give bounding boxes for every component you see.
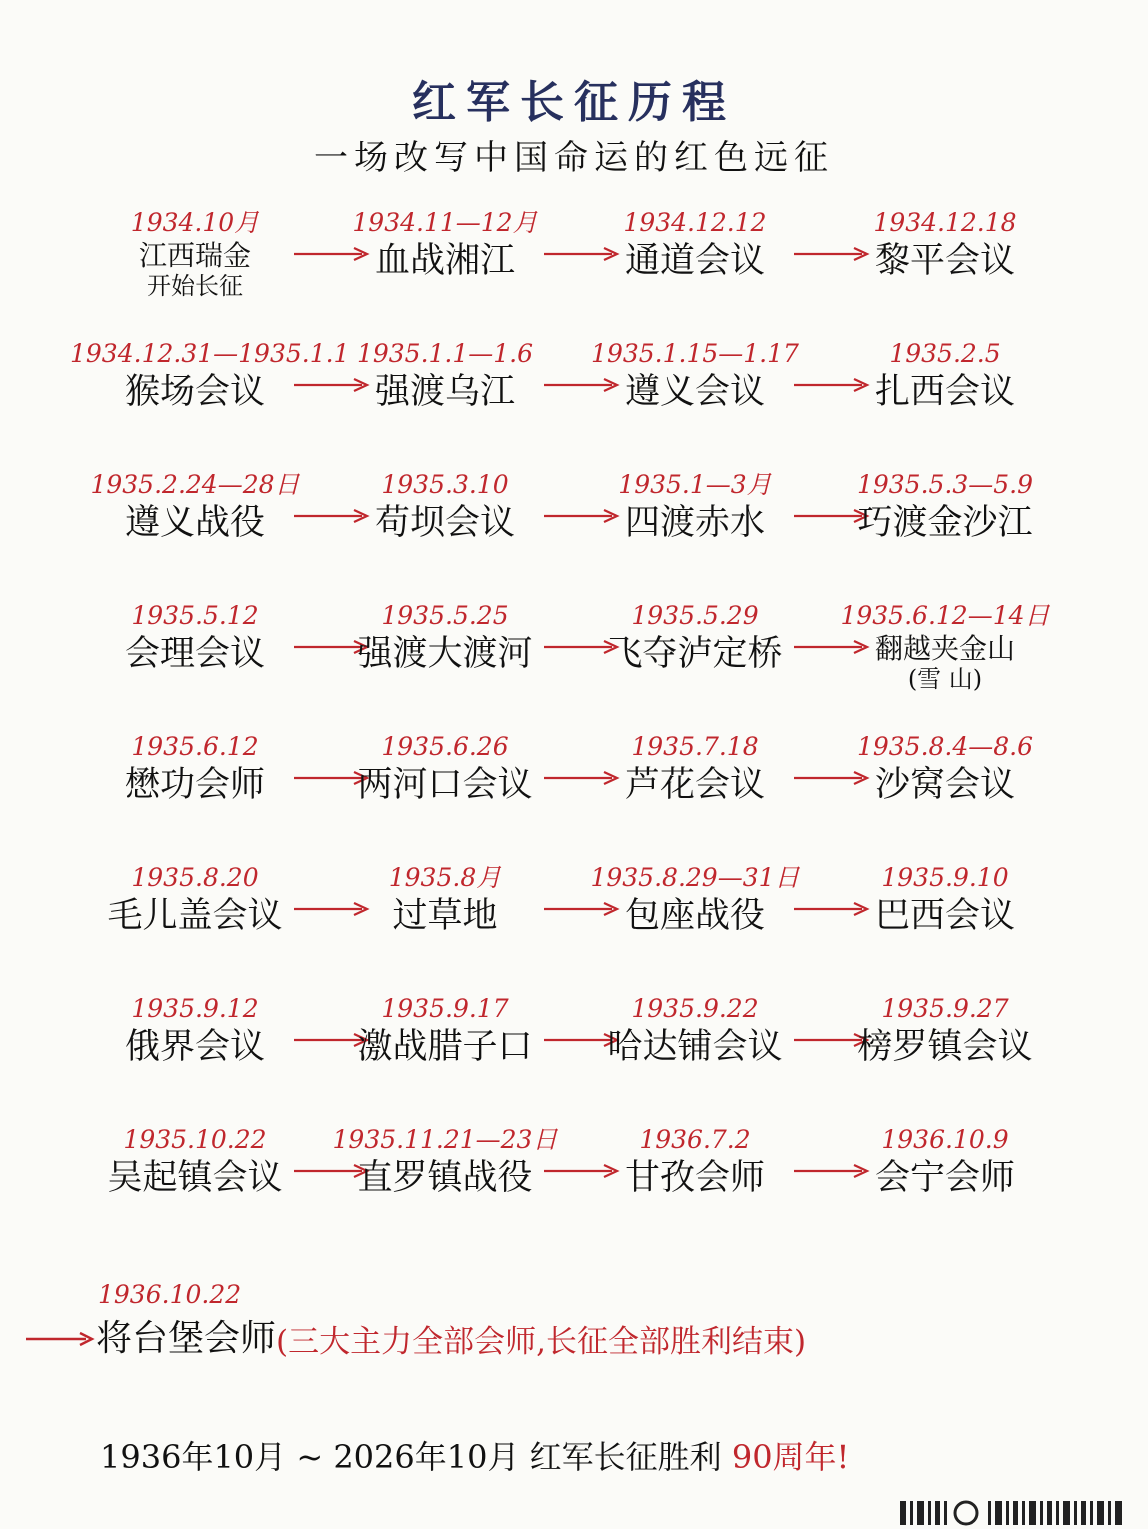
event-date: 1935.5.29 bbox=[631, 601, 759, 630]
event-item bbox=[70, 1123, 320, 1254]
event-item bbox=[570, 992, 820, 1123]
event-date: 1935.11.21—23日 bbox=[332, 1125, 558, 1154]
event-name: 黎平会议 bbox=[874, 241, 1015, 281]
event-item bbox=[820, 730, 1070, 861]
event-date: 1934.11—12月 bbox=[352, 208, 538, 237]
event-date: 1934.10月 bbox=[130, 208, 260, 237]
event-name: 巧渡金沙江 bbox=[857, 503, 1033, 543]
event-name: 榜罗镇会议 bbox=[857, 1027, 1033, 1067]
event-date: 1936.7.2 bbox=[639, 1125, 751, 1154]
event-name: 过草地 bbox=[392, 896, 498, 936]
event-item bbox=[70, 599, 320, 730]
event-item bbox=[820, 337, 1070, 468]
event-item bbox=[70, 468, 320, 599]
event-item bbox=[70, 337, 350, 468]
event-item bbox=[320, 1123, 570, 1254]
event-grid bbox=[70, 206, 1070, 1254]
event-name: 苟坝会议 bbox=[374, 503, 515, 543]
event-name: 激战腊子口 bbox=[357, 1027, 533, 1067]
event-item bbox=[820, 992, 1070, 1123]
event-date: 1935.10.22 bbox=[123, 1125, 267, 1154]
event-name: 包座战役 bbox=[624, 896, 765, 936]
event-item bbox=[70, 730, 320, 861]
page-subtitle: 一场改写中国命运的红色远征 bbox=[314, 138, 834, 178]
final-event-date: 1936.10.22 bbox=[98, 1280, 242, 1309]
event-item bbox=[570, 468, 820, 599]
event-item bbox=[570, 730, 820, 861]
event-name: 直罗镇战役 bbox=[357, 1158, 533, 1198]
anniversary-footer bbox=[100, 1432, 1000, 1478]
event-name: 吴起镇会议 bbox=[107, 1158, 283, 1198]
event-name: 江西瑞金 bbox=[138, 239, 251, 272]
event-name: 猴场会议 bbox=[124, 372, 265, 412]
event-item bbox=[320, 599, 570, 730]
event-name: 翻越夹金山 bbox=[874, 632, 1015, 665]
event-date: 1935.8.20 bbox=[131, 863, 259, 892]
event-name: 强渡大渡河 bbox=[357, 634, 533, 674]
event-name: 甘孜会师 bbox=[624, 1158, 765, 1198]
event-item bbox=[570, 337, 820, 468]
event-name: 毛儿盖会议 bbox=[107, 896, 283, 936]
event-name: 芦花会议 bbox=[624, 765, 765, 805]
event-date: 1934.12.31—1935.1.1 bbox=[70, 339, 350, 368]
event-item bbox=[320, 861, 570, 992]
event-name: 两河口会议 bbox=[357, 765, 533, 805]
event-item bbox=[320, 730, 570, 861]
event-date: 1935.3.10 bbox=[381, 470, 509, 499]
event-sub: 开始长征 bbox=[147, 272, 243, 300]
event-name: 通道会议 bbox=[624, 241, 765, 281]
event-date: 1935.1.15—1.17 bbox=[591, 339, 799, 368]
event-date: 1936.10.9 bbox=[881, 1125, 1009, 1154]
event-date: 1935.1—3月 bbox=[618, 470, 772, 499]
event-item bbox=[320, 206, 570, 337]
event-name: 会理会议 bbox=[124, 634, 265, 674]
event-name: 俄界会议 bbox=[124, 1027, 265, 1067]
event-date: 1935.6.12—14日 bbox=[840, 601, 1050, 630]
event-name: 强渡乌江 bbox=[374, 372, 515, 412]
event-name: 沙窝会议 bbox=[874, 765, 1015, 805]
event-date: 1934.12.12 bbox=[623, 208, 767, 237]
event-date: 1935.6.26 bbox=[381, 732, 509, 761]
event-date: 1935.5.12 bbox=[131, 601, 259, 630]
event-date: 1935.8.4—8.6 bbox=[856, 732, 1034, 761]
final-event bbox=[24, 1278, 1124, 1361]
event-name: 四渡赤水 bbox=[624, 503, 765, 543]
event-date: 1935.9.10 bbox=[881, 863, 1009, 892]
event-date: 1935.9.27 bbox=[881, 994, 1009, 1023]
page-title: 红军长征历程 bbox=[412, 77, 736, 128]
event-date: 1934.12.18 bbox=[873, 208, 1017, 237]
event-item bbox=[320, 992, 570, 1123]
event-date: 1935.6.12 bbox=[131, 732, 259, 761]
platform-watermark-icon bbox=[896, 1497, 1134, 1529]
event-item bbox=[70, 206, 320, 337]
event-name: 扎西会议 bbox=[874, 372, 1015, 412]
footer-text: 1936年10月 ~ 2026年10月 红军长征胜利 bbox=[100, 1438, 732, 1476]
event-name: 飞夺泸定桥 bbox=[607, 634, 783, 674]
event-item bbox=[820, 1123, 1070, 1254]
event-name: 遵义会议 bbox=[624, 372, 765, 412]
event-item bbox=[570, 206, 820, 337]
event-date: 1935.2.24—28日 bbox=[90, 470, 300, 499]
event-date: 1935.2.5 bbox=[889, 339, 1001, 368]
event-date: 1935.8月 bbox=[388, 863, 502, 892]
event-name: 哈达铺会议 bbox=[607, 1027, 783, 1067]
event-date: 1935.8.29—31日 bbox=[590, 863, 800, 892]
event-name: 巴西会议 bbox=[874, 896, 1015, 936]
event-item bbox=[320, 337, 570, 468]
event-date: 1935.5.25 bbox=[381, 601, 509, 630]
arrow-right-icon bbox=[24, 1330, 96, 1348]
event-item bbox=[70, 861, 320, 992]
footer-highlight: 90周年! bbox=[731, 1438, 850, 1476]
event-item bbox=[570, 599, 820, 730]
final-event-note: (三大主力全部会师,长征全部胜利结束) bbox=[276, 1324, 807, 1360]
event-item bbox=[70, 992, 320, 1123]
event-date: 1935.9.22 bbox=[631, 994, 759, 1023]
event-name: 遵义战役 bbox=[124, 503, 265, 543]
event-item bbox=[820, 599, 1070, 730]
event-date: 1935.5.3—5.9 bbox=[856, 470, 1034, 499]
final-event-name: 将台堡会师 bbox=[96, 1317, 277, 1359]
event-item bbox=[570, 1123, 820, 1254]
event-date: 1935.7.18 bbox=[631, 732, 759, 761]
event-item bbox=[320, 468, 570, 599]
event-item bbox=[820, 861, 1070, 992]
event-date: 1935.9.17 bbox=[381, 994, 509, 1023]
event-sub: (雪 山) bbox=[907, 665, 983, 693]
event-name: 懋功会师 bbox=[124, 765, 265, 805]
event-name: 血战湘江 bbox=[374, 241, 515, 281]
event-date: 1935.9.12 bbox=[131, 994, 259, 1023]
event-item bbox=[570, 861, 820, 992]
event-date: 1935.1.1—1.6 bbox=[356, 339, 534, 368]
event-name: 会宁会师 bbox=[874, 1158, 1015, 1198]
event-item bbox=[820, 206, 1070, 337]
event-item bbox=[820, 468, 1070, 599]
